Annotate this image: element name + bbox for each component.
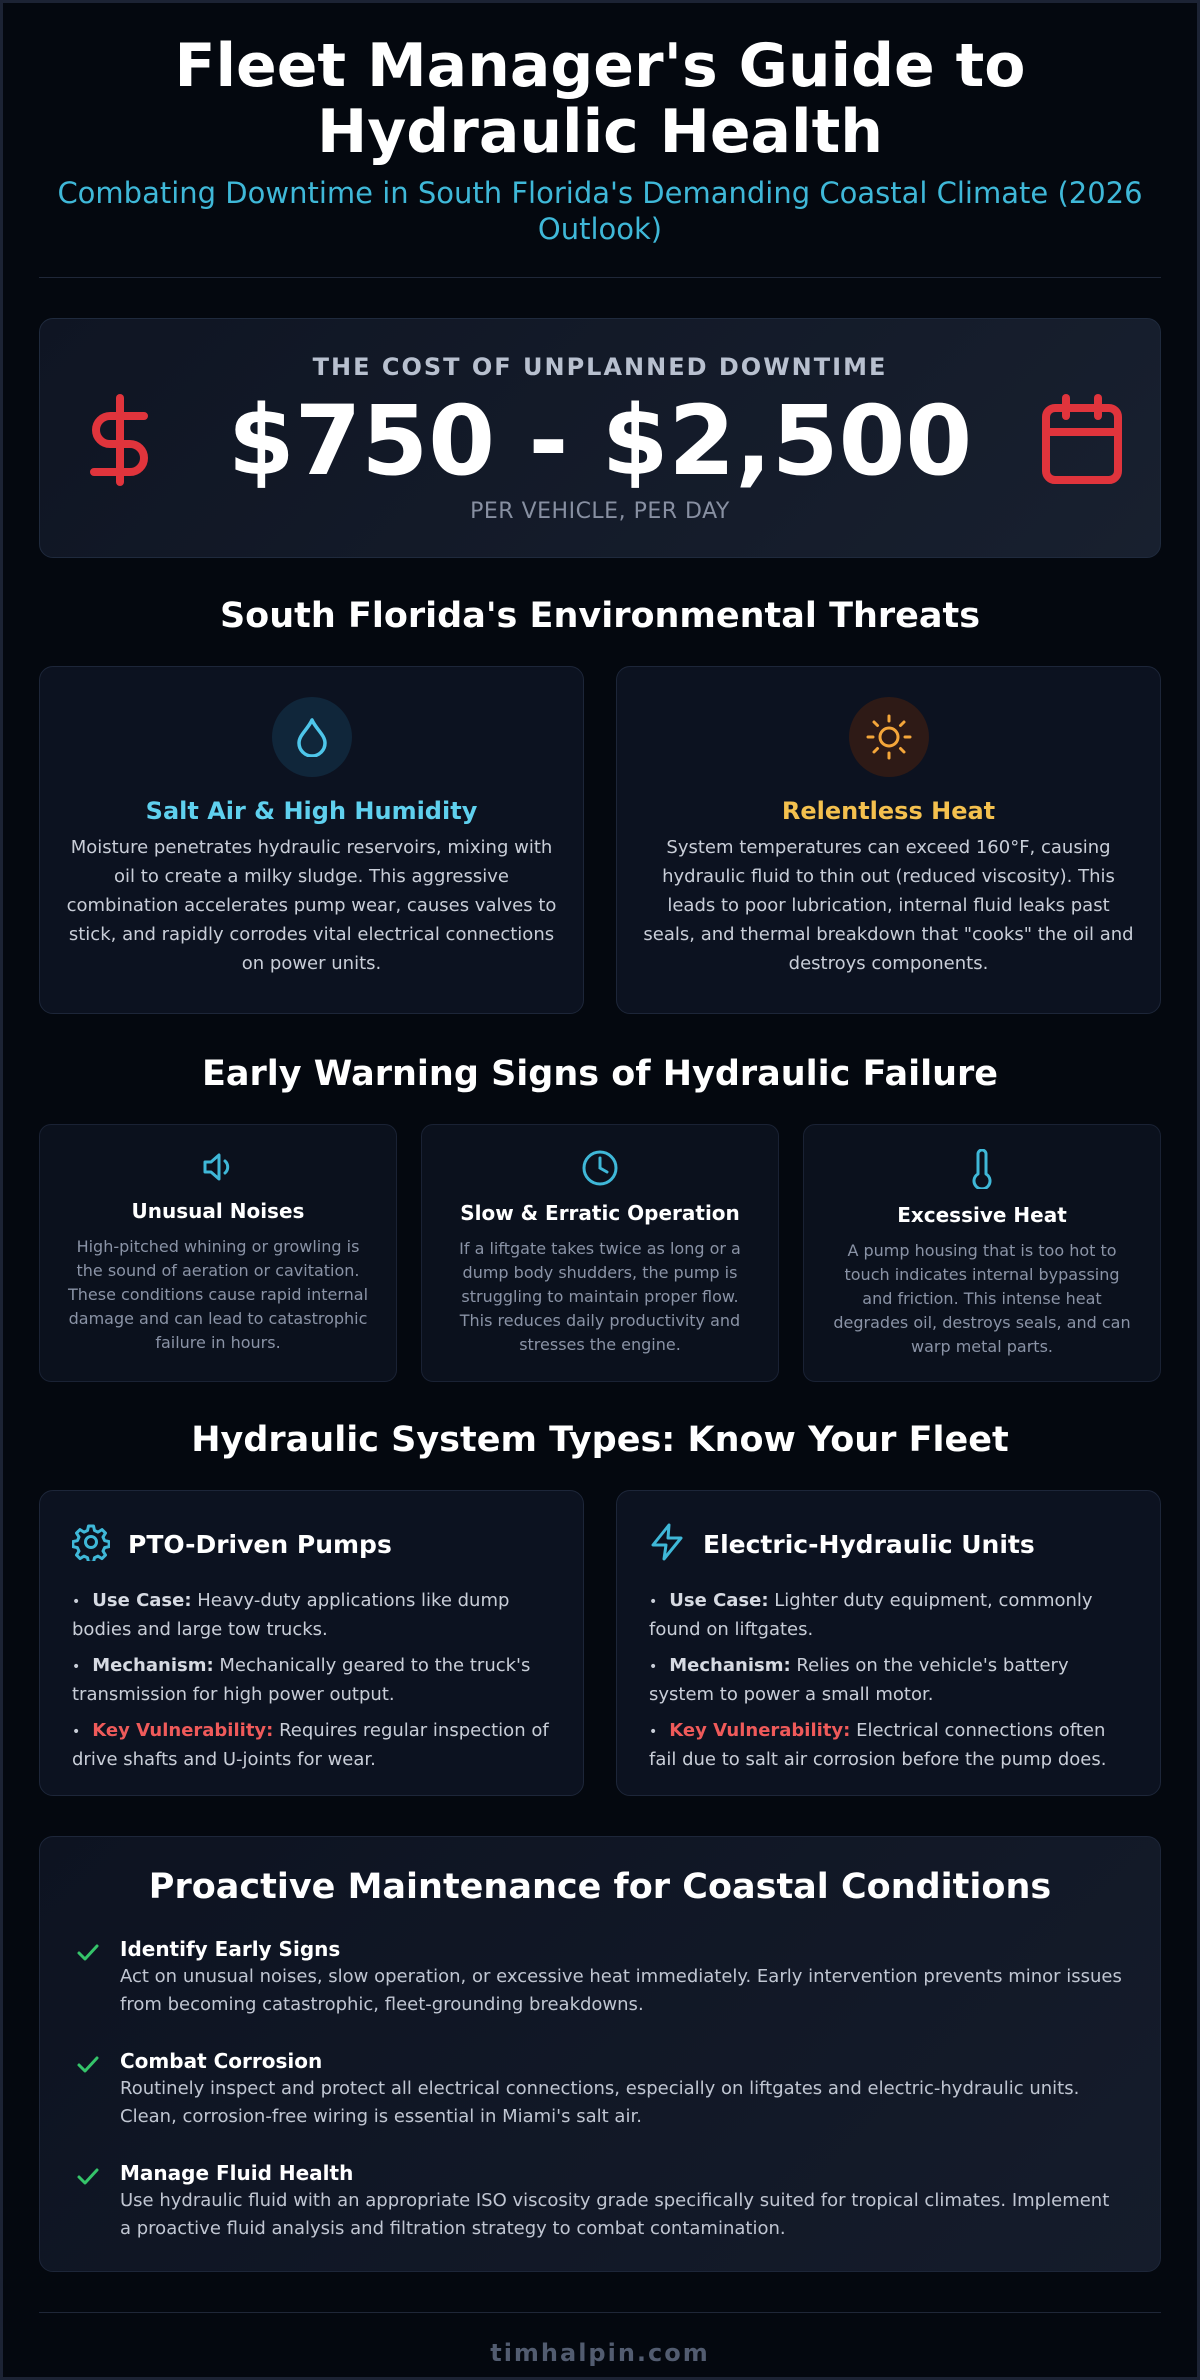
warnings-grid [39,1124,1161,1382]
check-icon [76,1937,100,2019]
maintenance-item-text: Act on unusual noises, slow operation, or excessive heat immediately. Early intervention prevents minor issues from becoming catastrophic, fleet-grounding breakdowns. [120,1966,1122,2015]
system-title: PTO-Driven Pumps [128,1529,392,1559]
list-item: • Mechanism: Relies on the vehicle's battery system to power a small motor. [649,1655,1069,1705]
list-item: • Key Vulnerability: Requires regular inspection of drive shafts and U-joints for wear. [72,1720,549,1770]
dollar-icon [84,394,156,490]
system-card-pto [39,1490,584,1796]
header [39,3,1161,247]
warning-card-noises [39,1124,397,1382]
maintenance-title: Proactive Maintenance for Coastal Conditions [148,1867,1052,1907]
warning-title: Slow & Erratic Operation [460,1201,740,1225]
header-divider [39,277,1161,278]
system-title: Electric-Hydraulic Units [703,1529,1035,1559]
maintenance-item [76,2049,1124,2131]
system-bullets [72,1587,551,1774]
warning-title: Unusual Noises [131,1199,305,1223]
footer-link[interactable]: timhalpin.com [490,2339,710,2367]
sun-icon [849,697,929,777]
check-icon [76,2049,100,2131]
maintenance-item-text: Use hydraulic fluid with an appropriate ISO viscosity grade specifically suited for tropical climates. Implement a proactive fluid analysis and filtration strategy to combat contamination. [120,2190,1110,2239]
clock-icon [581,1172,619,1191]
threat-text: Moisture penetrates hydraulic reservoirs, mixing with oil to create a milky sludge. This aggressive combination accelerates pump wear, causes valves to stick, and rapidly corrodes vital electrical connections on power units. [66,837,557,974]
warnings-title: Early Warning Signs of Hydraulic Failure [201,1054,998,1094]
list-item: • Key Vulnerability: Electrical connections often fail due to salt air corrosion before the pump does. [649,1720,1107,1770]
warning-text: A pump housing that is too hot to touch indicates internal bypassing and friction. This intense heat degrades oil, destroys seals, and can warp metal parts. [833,1241,1131,1356]
systems-grid [39,1490,1161,1796]
speaker-icon [200,1170,236,1189]
warning-text: High-pitched whining or growling is the sound of aeration or cavitation. These conditions cause rapid internal damage and can lead to catastrophic failure in hours. [67,1237,369,1352]
cost-subtitle: PER VEHICLE, PER DAY [470,499,730,524]
warning-card-excessive-heat [803,1124,1161,1382]
warning-card-slow-operation [421,1124,779,1382]
systems-title: Hydraulic System Types: Know Your Fleet [191,1420,1009,1460]
thermometer-icon [970,1174,994,1193]
threat-title: Salt Air & High Humidity [145,797,478,825]
threat-card-heat [616,666,1161,1014]
list-item: • Mechanism: Mechanically geared to the truck's transmission for high power output. [72,1655,531,1705]
maintenance-panel [39,1836,1161,2272]
maintenance-item-title: Manage Fluid Health [120,2161,354,2185]
maintenance-item [76,1937,1124,2019]
page-subtitle: Combating Downtime in South Florida's Demanding Coastal Climate (2026 Outlook) [57,176,1143,246]
threat-card-salt-air [39,666,584,1014]
droplet-icon [272,697,352,777]
maintenance-item-text: Routinely inspect and protect all electrical connections, especially on liftgates and electric-hydraulic units. Clean, corrosion-free wiring is essential in Miami's salt air. [120,2078,1080,2127]
maintenance-item-title: Identify Early Signs [120,1937,341,1961]
warning-title: Excessive Heat [897,1203,1067,1227]
warning-text: If a liftgate takes twice as long or a dump body shudders, the pump is struggling to maintain proper flow. This reduces daily productivity and stresses the engine. [459,1239,741,1354]
threats-grid [39,666,1161,1014]
gear-icon [72,1523,110,1565]
maintenance-item-title: Combat Corrosion [120,2049,323,2073]
maintenance-item [76,2161,1124,2243]
lightning-icon [649,1523,685,1565]
check-icon [76,2161,100,2243]
system-bullets [649,1587,1128,1774]
calendar-icon [1040,394,1124,490]
threat-title: Relentless Heat [781,797,996,825]
list-item: • Use Case: Heavy-duty applications like dump bodies and large tow trucks. [72,1590,510,1640]
cost-value: $750 - $2,500 [227,385,973,497]
page-title: Fleet Manager's Guide to Hydraulic Health [174,31,1026,167]
footer-divider [39,2312,1161,2313]
system-card-electric [616,1490,1161,1796]
cost-label: THE COST OF UNPLANNED DOWNTIME [312,353,888,381]
list-item: • Use Case: Lighter duty equipment, commonly found on liftgates. [649,1590,1093,1640]
threats-title: South Florida's Environmental Threats [219,596,981,636]
threat-text: System temperatures can exceed 160°F, causing hydraulic fluid to thin out (reduced viscosity). This leads to poor lubrication, internal fluid leaks past seals, and thermal breakdown that "cooks" the oil and destroys components. [643,837,1134,974]
cost-banner [39,318,1161,558]
